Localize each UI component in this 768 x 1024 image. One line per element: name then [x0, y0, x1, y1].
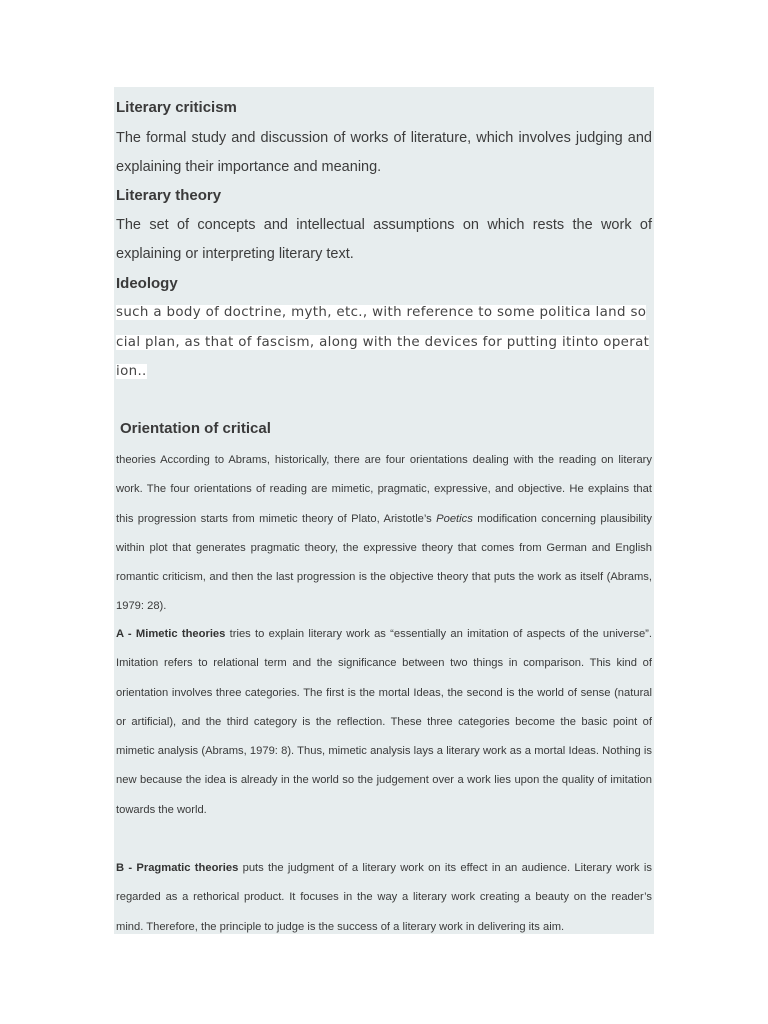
poetics-title: Poetics	[436, 512, 473, 525]
orientation-intro-paragraph	[116, 446, 652, 622]
heading-orientation: Orientation of critical	[120, 420, 271, 437]
pragmatic-theories-label: B - Pragmatic theories	[116, 862, 239, 874]
definition-literary-theory: The set of concepts and intellectual assumptions on which rests the work of explaining or interpreting literary text.	[116, 217, 652, 262]
orientation-intro-text-2: modification concerning plausibility within plot that generates pragmatic theory, the expressive theory that comes from German and English romantic criticism, and then the last progression is the objective theory that puts the work as itself (Abrams, 1979: 28).	[116, 512, 652, 613]
orientation-intro-text-1: theories According to Abrams, historically, there are four orientations dealing with the reading on literary work. The four orientations of reading are mimetic, pragmatic, expressive, and objective. He explains that this progression starts from mimetic theory of Plato, Aristotle’s	[116, 454, 652, 525]
pragmatic-theories-paragraph	[116, 854, 652, 942]
mimetic-theories-text: tries to explain literary work as “essentially an imitation of aspects of the universe”. Imitation refers to relational term and the significance between two things in comparison. This kind of orientation involves three categories. The first is the mortal Ideas, the second is the world of sense (natural or artificial), and the third category is the reflection. These three categories become the basic point of mimetic analysis (Abrams, 1979: 8). Thus, mimetic analysis lays a literary work as a mortal Ideas. Nothing is new because the idea is already in the world so the judgement over a work lies upon the quality of imitation towards the world.	[116, 628, 653, 816]
heading-ideology: Ideology	[116, 275, 178, 292]
mimetic-theories-paragraph	[116, 620, 652, 825]
heading-literary-theory: Literary theory	[116, 187, 222, 204]
definition-ideology	[116, 298, 652, 387]
ideology-highlighted-text: such a body of doctrine, myth, etc., with reference to some politica land social plan, as that of fascism, along with the devices for putting itinto operation..	[116, 305, 650, 379]
pragmatic-theories-text: puts the judgment of a literary work on its effect in an audience. Literary work is regarded as a rethorical product. It focuses in the way a literary work creating a beauty on the reader’s mind. Therefore, the principle to judge is the success of a literary work in delivering its aim.	[116, 862, 652, 933]
definition-literary-criticism: The formal study and discussion of works of literature, which involves judging and explaining their importance and meaning.	[116, 130, 652, 175]
mimetic-theories-label: A - Mimetic theories	[116, 628, 226, 640]
heading-literary-criticism: Literary criticism	[116, 99, 237, 116]
